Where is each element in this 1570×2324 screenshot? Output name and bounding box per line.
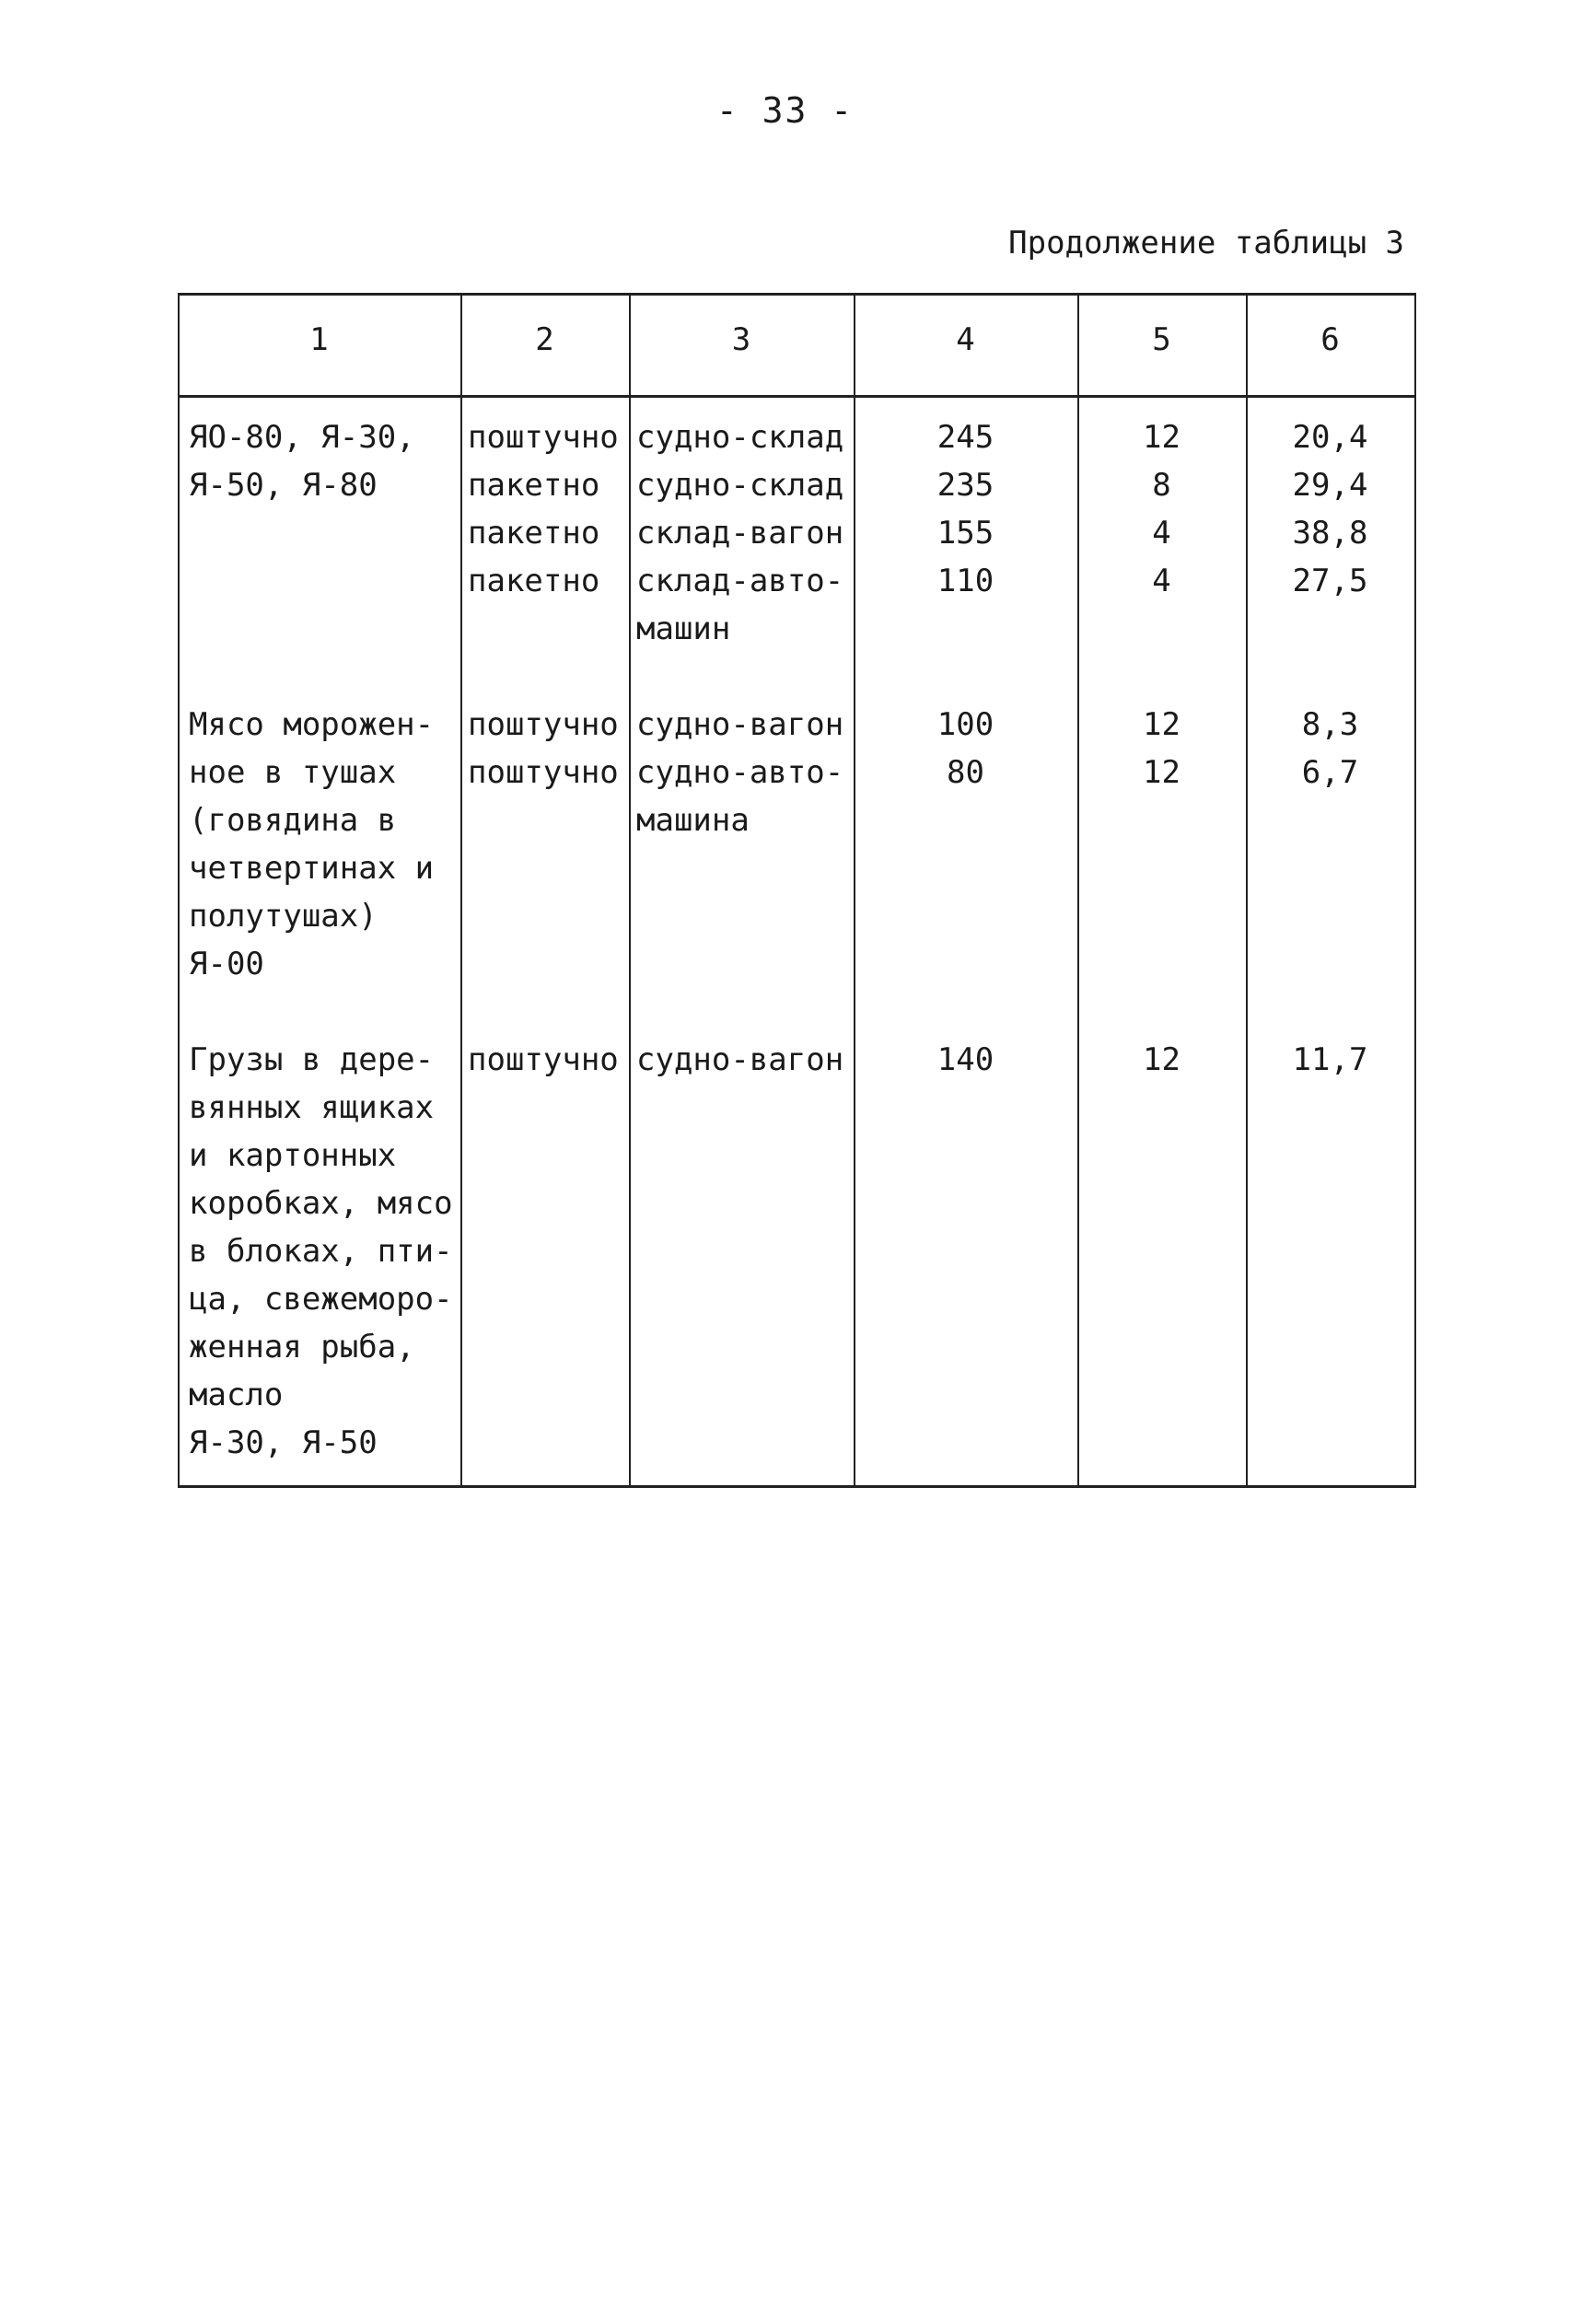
handling-method-cell: поштучно [468,706,619,743]
table-border-left [178,296,180,1485]
header-col-1: 1 [309,321,329,358]
value-col-5-cell: 12 [1143,1041,1180,1078]
cargo-description-line: ца, свежеморо- [189,1281,453,1318]
cargo-description-line: вянных ящиках [189,1089,435,1126]
data-table [178,293,1416,1488]
cargo-description-line: женная рыба, [189,1329,415,1365]
cargo-description-line: и картонных [189,1137,397,1174]
route-cell-line: судно-вагон [636,706,844,743]
value-col-5-cell: 12 [1143,754,1180,791]
handling-method-cell: пакетно [468,515,600,552]
cargo-description-line: полутушах) [189,898,378,935]
value-col-4-cell: 110 [936,563,994,599]
column-divider [629,296,631,1485]
handling-method-cell: поштучно [468,419,619,456]
value-col-6-cell: 38,8 [1292,515,1368,552]
route-cell-line: судно-склад [636,419,844,456]
route-cell-line: машин [636,610,731,647]
value-col-6-cell: 29,4 [1292,467,1368,504]
value-col-5-cell: 12 [1143,706,1180,743]
route-cell-line: склад-вагон [636,515,844,552]
value-col-4-cell: 155 [936,515,994,552]
cargo-description-line: Грузы в дере- [189,1041,435,1078]
value-col-5-cell: 12 [1143,419,1180,456]
handling-method-cell: поштучно [468,754,619,791]
route-cell-line: склад-авто- [636,563,844,599]
value-col-4-cell: 100 [936,706,994,743]
value-col-6-cell: 6,7 [1301,754,1359,791]
handling-method-cell: пакетно [468,467,600,504]
header-col-5: 5 [1152,321,1171,358]
cargo-description-line: Я-30, Я-50 [189,1424,378,1461]
value-col-6-cell: 27,5 [1292,563,1368,599]
value-col-4-cell: 140 [936,1041,994,1078]
route-cell-line: судно-авто- [636,754,844,791]
handling-method-cell: поштучно [468,1041,619,1078]
header-col-3: 3 [731,321,751,358]
table-border-right [1414,296,1416,1485]
header-separator [178,395,1416,398]
value-col-5-cell: 4 [1152,563,1171,599]
route-cell-line: машина [636,802,750,839]
header-col-2: 2 [535,321,554,358]
cargo-description-line: в блоках, пти- [189,1233,453,1270]
handling-method-cell: пакетно [468,563,600,599]
route-cell-line: судно-вагон [636,1041,844,1078]
value-col-6-cell: 20,4 [1292,419,1368,456]
value-col-5-cell: 8 [1152,467,1171,504]
cargo-description-line: четвертинах и [189,850,435,887]
column-divider [460,296,462,1485]
cargo-description-line: Я-00 [189,946,264,982]
cargo-description-line: ЯО-80, Я-30, [189,419,415,456]
value-col-5-cell: 4 [1152,515,1171,552]
cargo-description-line: Я-50, Я-80 [189,467,378,504]
cargo-description-line: коробках, мясо [189,1185,453,1222]
cargo-description-line: ное в тушах [189,754,397,791]
value-col-6-cell: 8,3 [1301,706,1359,743]
cargo-description-line: Мясо морожен- [189,706,435,743]
value-col-4-cell: 80 [947,754,984,791]
route-cell-line: судно-склад [636,467,844,504]
header-col-4: 4 [956,321,975,358]
header-col-6: 6 [1320,321,1340,358]
cargo-description-line: (говядина в [189,802,397,839]
value-col-6-cell: 11,7 [1292,1041,1368,1078]
table-continuation-caption: Продолжение таблицы 3 [1008,225,1404,261]
cargo-description-line: масло [189,1377,284,1413]
value-col-4-cell: 235 [936,467,994,504]
page-number: - 33 - [715,90,855,131]
value-col-4-cell: 245 [936,419,994,456]
